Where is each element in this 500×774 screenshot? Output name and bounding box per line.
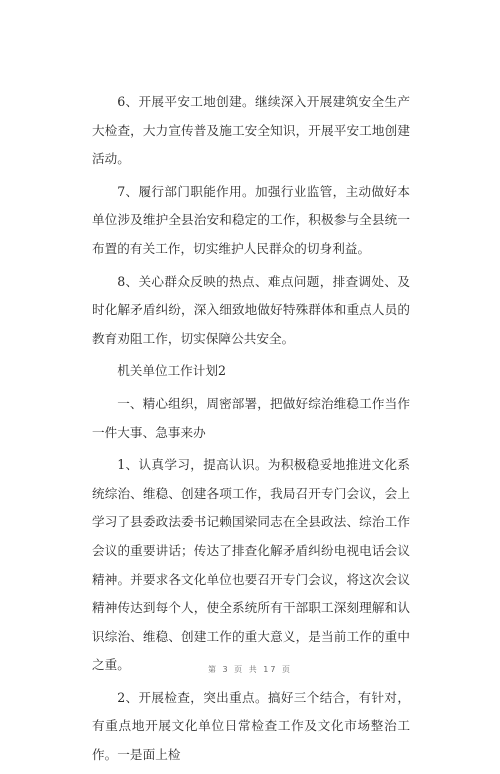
section-title: 机关单位工作计划2: [117, 363, 226, 379]
paragraph-inspection: 2、开展检查，突出重点。搞好三个结合，有针对，有重点地开展文化单位日常检查工作及文化市场整治工作。一是面上检: [92, 689, 410, 763]
paragraph-item-8: 8、关心群众反映的热点、难点问题，排查调处、及时化解矛盾纠纷，深入细致地做好特殊群体和重点人员的教育劝阻工作，切实保障公共安全。: [92, 273, 410, 346]
paragraph-item-6: 6、开展平安工地创建。继续深入开展建筑安全生产大检查，大力宣传普及施工安全知识，开展平安工地创建活动。: [92, 94, 410, 167]
page-number-footer: 第 3 页 共 17 页: [208, 665, 292, 674]
paragraph-study: 1、认真学习，提高认识。为积极稳妥地推进文化系统综治、维稳、创建各项工作，我局召开专门会议，会上学习了县委政法委书记赖国梁同志在全县政法、综治工作会议的重要讲话；传达了排查化解矛盾纠纷电视电话会议精神。并要求各文化单位也要召开专门会议，将这次会议精神传达到每个人，使全系统所有干部职工深刻理解和认识综治、维稳、创建工作的重大意义，是当前工作的重中之重。: [92, 457, 410, 673]
paragraph-section-one: 一、精心组织，周密部署，把做好综治维稳工作当作一件大事、急事来办: [92, 395, 410, 440]
paragraph-item-7: 7、履行部门职能作用。加强行业监管，主动做好本单位涉及维护全县治安和稳定的工作，积极参与全县统一布置的有关工作，切实维护人民群众的切身利益。: [92, 183, 410, 256]
